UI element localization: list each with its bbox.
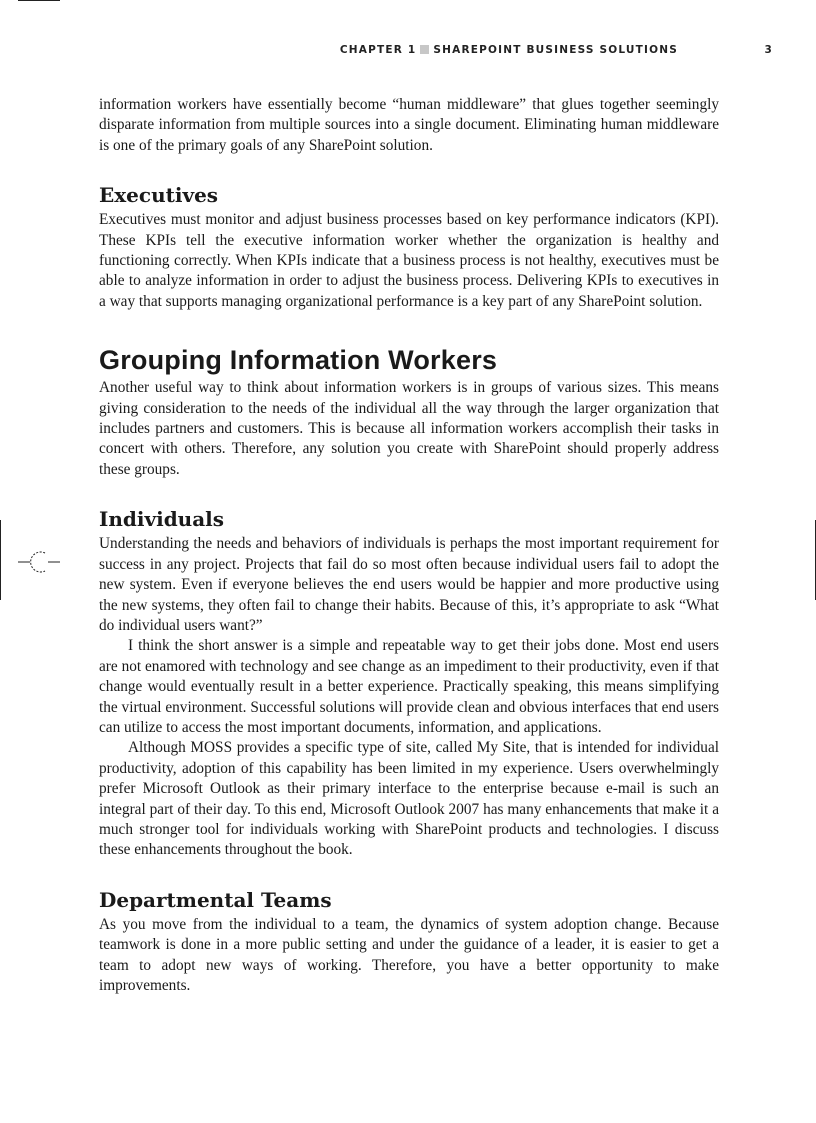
departmental-paragraph: As you move from the individual to a team, the dynamics of system adoption change. Because teamwork is done in a more public setting and under the guidance of a leader, it is easier to get a team to adopt new ways of working. Therefore, you have a better opportunity to make improvements. [99,915,719,994]
heading-individuals: Individuals [99,507,225,532]
executives-paragraph: Executives must monitor and adjust business processes based on key performance indicators (KPI). These KPIs tell the executive information worker whether the organization is healthy and functioning correctly. When KPIs indicate that a business process is not healthy, executives must be able to analyze information in order to adjust the business process. Delivering KPIs to executives in a way that supports managing organizational performance is a key part of any SharePoint solution. [99,211,719,310]
intro-paragraph: information workers have essentially become “human middleware” that glues together seemingly disparate information from multiple sources into a single document. Eliminating human middleware is one of the primary goals of any SharePoint solution. [99,96,719,154]
square-separator-icon [420,45,429,54]
individuals-paragraph-3: Although MOSS provides a specific type of site, called My Site, that is intended for individual productivity, adoption of this capability has been limited in my experience. Users overwhelmingly prefer Microsoft Outlook as their primary interface to the enterprise because e-mail is such an integral part of their day. To this end, Microsoft Outlook 2007 has many enhancements that make it a much stronger tool for individuals working with SharePoint products and technologies. I discuss these enhancements throughout the book. [99,739,719,859]
heading-grouping-information-workers: Grouping Information Workers [99,345,498,376]
chapter-name: SHAREPOINT BUSINESS SOLUTIONS [433,44,678,56]
heading-departmental-teams: Departmental Teams [99,887,332,912]
grouping-paragraph: Another useful way to think about information workers is in groups of various sizes. This means giving consideration to the needs of the individual all the way through the larger organization that includes partners and customers. This is because all information workers accomplish their tasks in concert with others. Therefore, any solution you create with SharePoint should properly address these groups. [99,379,719,478]
page-content [99,95,719,996]
page-number: 3 [764,44,773,56]
running-header [0,42,776,60]
crop-mark-left [0,520,1,600]
individuals-paragraph-1: Understanding the needs and behaviors of individuals is perhaps the most important requirement for success in any project. Projects that fail do so most often because individual users fail to adopt the new system. Even if everyone believes the end users would be happier and more productive using the new systems, they often fail to change their habits. Because of this, it’s appropriate to ask “What do individual users want?” [99,535,719,634]
heading-executives: Executives [99,183,219,208]
chapter-title [340,44,678,56]
chapter-label: CHAPTER 1 [339,44,417,56]
crop-mark-top [18,0,60,1]
registration-mark-icon [18,549,60,575]
individuals-paragraph-2: I think the short answer is a simple and repeatable way to get their jobs done. Most end users are not enamored with technology and see change as an impediment to their productivity, even if that change would eventually result in a better experience. Practically speaking, this means simplifying the virtual environment. Successful solutions will provide clean and obvious interfaces that end users can utilize to access the most important documents, information, and applications. [99,637,719,736]
